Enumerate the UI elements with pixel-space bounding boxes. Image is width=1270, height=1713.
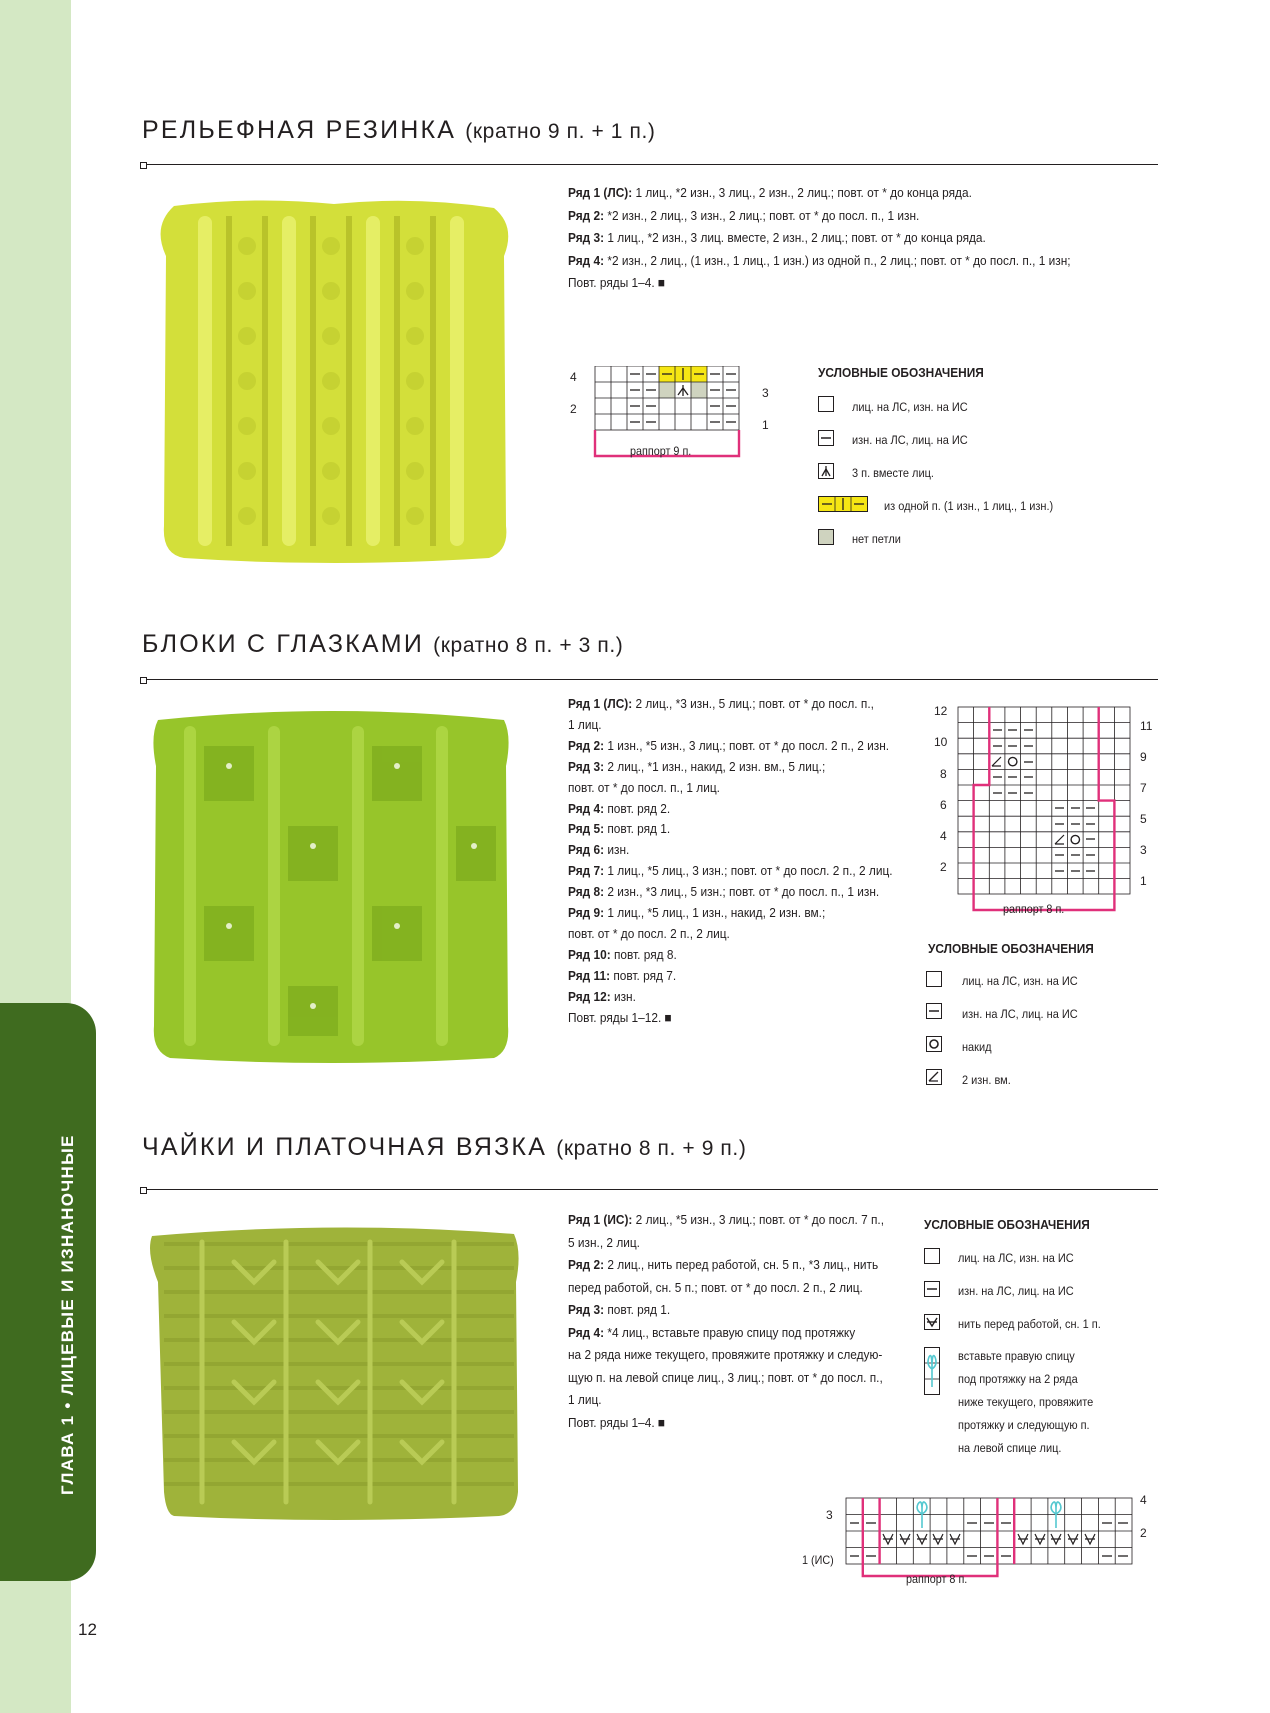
instruction-row: Ряд 11: повт. ряд 7. [568,967,677,983]
legend-item: накид [962,1040,992,1054]
legend-item: протяжку и следующую п. [958,1418,1090,1432]
strand-knit-symbol-icon [924,1347,940,1395]
chart-row-number: 2 [1140,1526,1147,1540]
legend-item: изн. на ЛС, лиц. на ИС [958,1284,1074,1298]
instruction-row: повт. от * до посл. 2 п., 2 лиц. [568,925,730,941]
section-title-1 [142,116,655,145]
chart-row-number: 4 [1140,1493,1147,1507]
knit-symbol-icon [926,971,942,987]
instruction-row: Ряд 4: *4 лиц., вставьте правую спицу под протяжку [568,1324,856,1340]
legend-item: 2 изн. вм. [962,1073,1011,1087]
chart-row-number: 3 [762,386,769,400]
chart-eyelet-blocks [956,705,1136,915]
chart-repeat-label: раппорт 8 п. [1003,902,1065,916]
chart-row-number: 2 [940,860,947,874]
legend-title: УСЛОВНЫЕ ОБОЗНАЧЕНИЯ [818,365,984,380]
knit-symbol-icon [924,1248,940,1264]
instruction-row: Ряд 1 (ЛС): 2 лиц., *3 изн., 5 лиц.; повт. от * до посл. п., [568,696,874,711]
instruction-row: Ряд 3: повт. ряд 1. [568,1302,671,1317]
chart-row-number: 3 [826,1508,833,1522]
legend-item: ниже текущего, провяжите [958,1395,1094,1409]
legend-item: нет петли [852,532,901,546]
chart-row-number: 4 [570,370,577,384]
chart-row-number: 1 [1140,874,1147,888]
section-3-subtitle: (кратно 8 п. + 9 п.) [556,1137,747,1160]
purl-symbol-icon [926,1003,942,1019]
legend-item: лиц. на ЛС, изн. на ИС [852,400,968,414]
rule-marker [140,162,147,169]
legend-item: под протяжку на 2 ряда [958,1372,1078,1386]
instruction-row: Ряд 3: 2 лиц., *1 изн., накид, 2 изн. вм., 5 лиц.; [568,758,826,774]
knit-symbol-icon [818,396,834,412]
chart-row-number: 8 [940,767,947,781]
chart-row-number: 5 [1140,812,1147,826]
chart-row-number: 11 [1140,719,1153,733]
instruction-row: 1 лиц. [568,1392,602,1407]
instruction-row: Ряд 1 (ЛС): 1 лиц., *2 изн., 3 лиц., 2 изн., 2 лиц.; повт. от * до конца ряда. [568,185,972,200]
instruction-row: Ряд 1 (ИС): 2 лиц., *5 изн., 3 лиц.; повт. от * до посл. 7 п., [568,1212,885,1227]
legend-item: лиц. на ЛС, изн. на ИС [962,974,1078,988]
k3tog-symbol-icon [818,463,834,479]
chart-row-number: 3 [1140,843,1147,857]
section-rule [143,1189,1158,1190]
section-3-name: ЧАЙКИ И ПЛАТОЧНАЯ ВЯЗКА [142,1133,548,1161]
section-title-2 [142,630,623,659]
instruction-row: Повт. ряды 1–4. ■ [568,275,666,290]
yarn-over-symbol-icon [926,1036,942,1052]
chart-row-number: 1 (ИС) [802,1553,834,1567]
purl-symbol-icon [818,430,834,446]
legend-item: из одной п. (1 изн., 1 лиц., 1 изн.) [884,499,1054,513]
section-rule [143,679,1158,680]
rule-marker [140,677,147,684]
legend-item: изн. на ЛС, лиц. на ИС [962,1007,1078,1021]
instruction-row: Ряд 3: 1 лиц., *2 изн., 3 лиц. вместе, 2 изн., 2 лиц.; повт. от * до конца ряда. [568,230,986,245]
legend-title: УСЛОВНЫЕ ОБОЗНАЧЕНИЯ [928,941,1094,956]
instruction-row: Ряд 10: повт. ряд 8. [568,946,677,962]
legend-item: на левой спице лиц. [958,1441,1062,1455]
instruction-row: Повт. ряды 1–12. ■ [568,1009,672,1025]
chart-repeat-label: раппорт 8 п. [906,1572,968,1586]
legend-item: лиц. на ЛС, изн. на ИС [958,1251,1074,1265]
instruction-row: Ряд 7: 1 лиц., *5 лиц., 3 изн.; повт. от * до посл. 2 п., 2 лиц. [568,863,893,879]
legend-item: изн. на ЛС, лиц. на ИС [852,433,968,447]
instruction-row: Ряд 5: повт. ряд 1. [568,821,671,837]
chart-row-number: 7 [1140,781,1147,795]
page-number: 12 [78,1620,97,1639]
instruction-row: Ряд 2: 1 изн., *5 изн., 3 лиц.; повт. от * до посл. 2 п., 2 изн. [568,737,890,753]
instruction-row: Ряд 2: 2 лиц., нить перед работой, сн. 5 п., *3 лиц., нить [568,1257,879,1272]
chapter-tab [0,1003,96,1581]
instruction-row: Ряд 8: 2 изн., *3 лиц., 5 изн.; повт. от * до посл. п., 1 изн. [568,884,880,900]
chart-row-number: 1 [762,418,769,432]
instruction-row: на 2 ряда ниже текущего, провяжите протяжку и следую- [568,1347,883,1362]
instruction-row: Ряд 6: изн. [568,842,630,858]
chart-seagull [842,1496,1134,1580]
chart-repeat-label: раппорт 9 п. [630,444,692,458]
instruction-row: Ряд 9: 1 лиц., *5 лиц., 1 изн., накид, 2 изн. вм.; [568,905,826,921]
chart-row-number: 4 [940,829,947,843]
chart-row-number: 12 [934,704,948,718]
chart-row-number: 9 [1140,750,1147,764]
section-2-name: БЛОКИ С ГЛАЗКАМИ [142,630,425,658]
instruction-row: щую п. на левой спице лиц., 3 лиц.; повт. от * до посл. п., [568,1369,883,1385]
swatch-photo-seagull [144,1222,522,1522]
section-2-subtitle: (кратно 8 п. + 3 п.) [433,634,624,657]
legend-item: вставьте правую спицу [958,1349,1075,1363]
instruction-row: 1 лиц. [568,716,602,732]
instructions-1 [568,182,1071,295]
instructions-2 [568,694,893,1029]
section-1-subtitle: (кратно 9 п. + 1 п.) [465,120,656,143]
p2tog-symbol-icon [926,1069,942,1085]
instruction-row: повт. от * до посл. п., 1 лиц. [568,779,720,795]
purl-symbol-icon [924,1281,940,1297]
instructions-3 [568,1209,884,1434]
section-rule [143,164,1158,165]
instruction-row: Ряд 4: *2 изн., 2 лиц., (1 изн., 1 лиц., 1 изн.) из одной п., 2 лиц.; повт. от * до посл. п., 1 изн; [568,252,1071,268]
increase-symbol-icon [818,496,868,512]
chart-row-number: 10 [934,735,948,749]
instruction-row: Повт. ряды 1–4. ■ [568,1414,666,1430]
section-title-3 [142,1133,746,1162]
no-stitch-symbol-icon [818,529,834,545]
instruction-row: 5 изн., 2 лиц. [568,1234,640,1250]
chapter-label: ГЛАВА 1 • ЛИЦЕВЫЕ И ИЗНАНОЧНЫЕ [58,1134,77,1495]
rule-marker [140,1187,147,1194]
swatch-photo-eyelet-blocks [144,706,519,1066]
instruction-row: Ряд 12: изн. [568,988,636,1004]
instruction-row: перед работой, сн. 5 п.; повт. от * до посл. 2 п., 2 лиц. [568,1279,863,1295]
instruction-row: Ряд 2: *2 изн., 2 лиц., 3 изн., 2 лиц.; повт. от * до посл. п., 1 изн. [568,207,920,223]
chart-row-number: 6 [940,798,947,812]
legend-item: нить перед работой, сн. 1 п. [958,1317,1101,1331]
section-1-name: РЕЛЬЕФНАЯ РЕЗИНКА [142,116,457,144]
instruction-row: Ряд 4: повт. ряд 2. [568,800,671,816]
swatch-photo-ribbed [144,196,524,571]
slip-wyif-symbol-icon [924,1314,940,1330]
chart-row-number: 2 [570,402,577,416]
legend-title: УСЛОВНЫЕ ОБОЗНАЧЕНИЯ [924,1217,1090,1232]
legend-item: 3 п. вместе лиц. [852,466,934,480]
